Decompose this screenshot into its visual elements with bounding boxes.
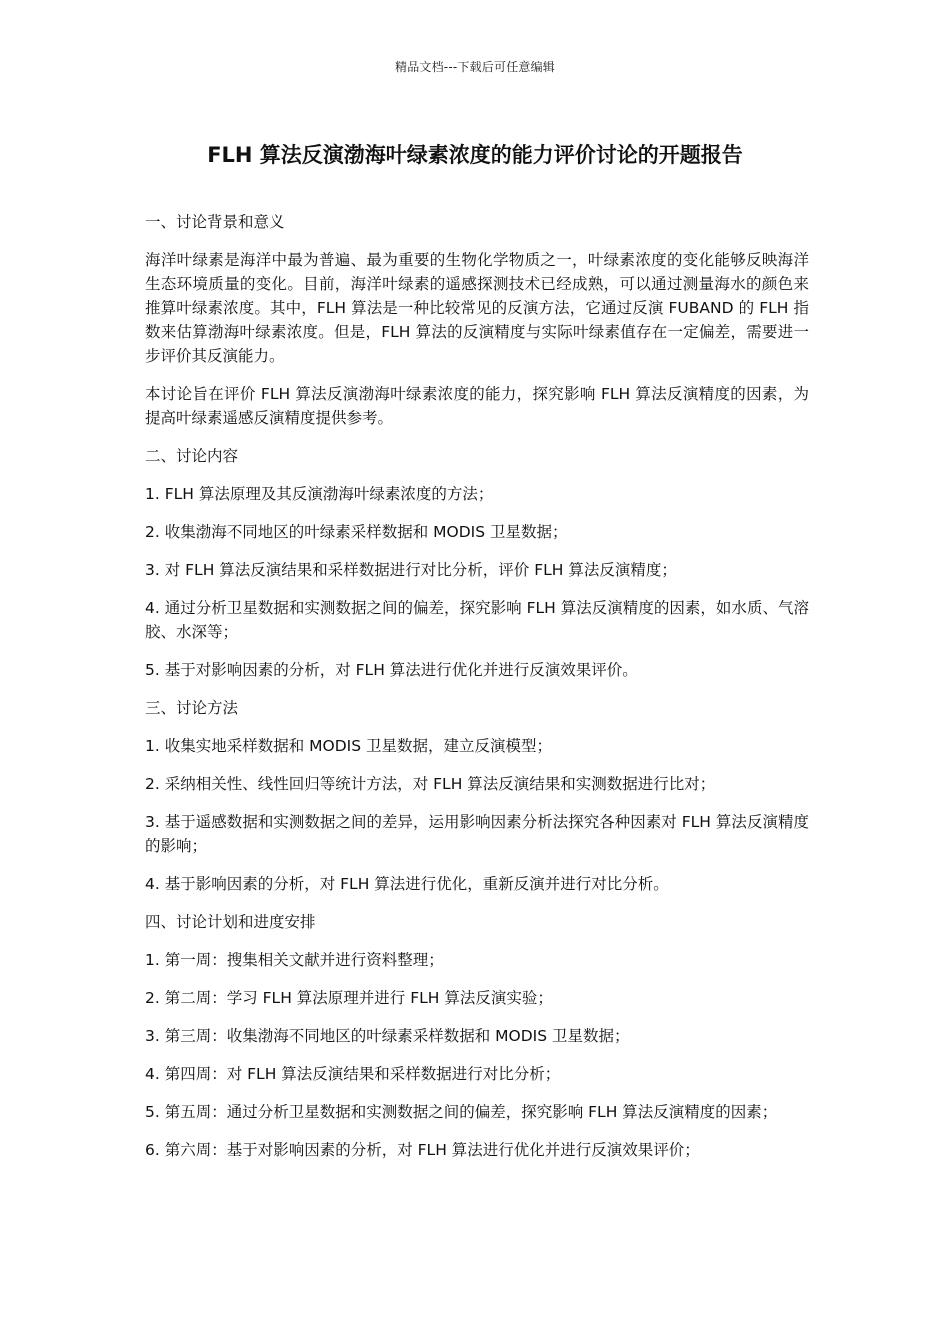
header-note: 精品文档---下载后可任意编辑 [395,60,555,74]
list-item: 2. 采纳相关性、线性回归等统计方法，对 FLH 算法反演结果和实测数据进行比对； [145,775,716,793]
section-heading-schedule: 四、讨论计划和进度安排 [145,913,316,931]
section-heading-method: 三、讨论方法 [145,699,239,717]
section-heading-background: 一、讨论背景和意义 [145,213,285,231]
list-item: 2. 收集渤海不同地区的叶绿素采样数据和 MODIS 卫星数据； [145,523,568,541]
body-paragraph: 本讨论旨在评价 FLH 算法反演渤海叶绿素浓度的能力，探究影响 FLH 算法反演精度的因素，为提高叶绿素遥感反演精度提供参考。 [145,385,809,427]
list-item: 1. 收集实地采样数据和 MODIS 卫星数据，建立反演模型； [145,737,552,755]
document-body [145,210,809,1176]
list-item: 3. 对 FLH 算法反演结果和采样数据进行对比分析，评价 FLH 算法反演精度； [145,561,677,579]
list-item: 1. FLH 算法原理及其反演渤海叶绿素浓度的方法； [145,485,494,503]
body-paragraph: 海洋叶绿素是海洋中最为普遍、最为重要的生物化学物质之一，叶绿素浓度的变化能够反映海洋生态环境质量的变化。目前，海洋叶绿素的遥感探测技术已经成熟，可以通过测量海水的颜色来推算叶绿素浓度。其中，FLH 算法是一种比较常见的反演方法，它通过反演 FUBAND 的 FLH 指数来估算渤海叶绿素浓度。但是，FLH 算法的反演精度与实际叶绿素值存在一定偏差，需要进一步评价其反演能力。 [145,251,809,365]
list-item: 1. 第一周：搜集相关文献并进行资料整理； [145,951,444,969]
list-item: 5. 基于对影响因素的分析，对 FLH 算法进行优化并进行反演效果评价。 [145,661,638,679]
list-item: 3. 基于遥感数据和实测数据之间的差异，运用影响因素分析法探究各种因素对 FLH 算法反演精度的影响； [145,813,809,855]
list-item: 4. 基于影响因素的分析，对 FLH 算法进行优化，重新反演并进行对比分析。 [145,875,669,893]
list-item: 2. 第二周：学习 FLH 算法原理并进行 FLH 算法反演实验； [145,989,553,1007]
list-item: 5. 第五周：通过分析卫星数据和实测数据之间的偏差，探究影响 FLH 算法反演精度的因素； [145,1103,778,1121]
list-item: 4. 第四周：对 FLH 算法反演结果和采样数据进行对比分析； [145,1065,561,1083]
section-heading-content: 二、讨论内容 [145,447,239,465]
list-item: 3. 第三周：收集渤海不同地区的叶绿素采样数据和 MODIS 卫星数据； [145,1027,630,1045]
list-item: 4. 通过分析卫星数据和实测数据之间的偏差，探究影响 FLH 算法反演精度的因素，如水质、气溶胶、水深等； [145,599,809,641]
list-item: 6. 第六周：基于对影响因素的分析，对 FLH 算法进行优化并进行反演效果评价； [145,1141,700,1159]
document-title: FLH 算法反演渤海叶绿素浓度的能力评价讨论的开题报告 [207,143,743,167]
